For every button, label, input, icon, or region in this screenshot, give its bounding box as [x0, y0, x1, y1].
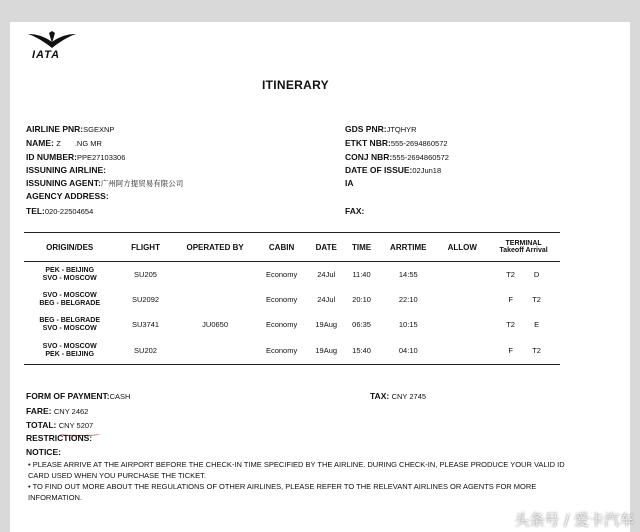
table-row: [24, 262, 560, 288]
itinerary-document: [10, 22, 630, 532]
col-terminal: TERMINAL Takeoff Arrival: [487, 233, 560, 262]
col-time: TIME: [344, 233, 379, 262]
id-number: ID NUMBER:PPE27103306: [26, 152, 126, 162]
time: 15:40: [344, 337, 379, 365]
allow: [437, 312, 487, 337]
arrtime: 10:15: [398, 320, 418, 329]
issuing-airline: ISSUNING AIRLINE:: [26, 165, 106, 175]
terminal: F T2: [508, 295, 541, 304]
passenger-name: NAME: Z .NG MR: [26, 138, 102, 148]
time: 06:35: [352, 320, 371, 329]
date-of-issue: DATE OF ISSUE:02Jun18: [345, 165, 442, 175]
etkt-number: ETKT NBR:555-2694860572: [345, 138, 448, 148]
col-cabin: CABIN: [255, 233, 309, 262]
notice-line: • TO FIND OUT MORE ABOUT THE REGULATIONS OF OTHER AIRLINES, PLEASE REFER TO THE RELEVANT AIRLINES OR AGENTS FOR MORE: [28, 482, 537, 491]
operated-by: [176, 262, 255, 288]
terminal: F T2: [487, 337, 560, 365]
date: 19Aug: [309, 337, 344, 365]
notice-line: INFORMATION.: [28, 493, 83, 502]
col-operated-by: OPERATED BY: [176, 233, 255, 262]
date: 24Jul: [317, 270, 336, 279]
notice-line: CARD USED WHEN YOU PURCHASE THE TICKET.: [28, 471, 206, 480]
allow: [437, 337, 487, 365]
total: TOTAL: CNY 5207: [26, 420, 94, 430]
col-origin: ORIGIN/DES: [24, 233, 115, 262]
form-of-payment: FORM OF PAYMENT:CASH: [26, 391, 131, 401]
date: 24Jul: [317, 295, 336, 304]
flight-number: SU205: [134, 270, 157, 279]
cabin: Economy: [265, 270, 298, 279]
gds-pnr: GDS PNR:JTQHYR: [345, 124, 417, 134]
operated-by: [176, 337, 255, 365]
time: 20:10: [352, 295, 371, 304]
flight-table: [24, 232, 560, 365]
notice-label: NOTICE:: [26, 447, 61, 457]
flight-number: SU2092: [131, 295, 160, 304]
date: 19Aug: [315, 320, 338, 329]
issuing-agent: ISSUNING AGENT:广州阿方提贸易有限公司: [26, 178, 184, 188]
restrictions: RESTRICTIONS:: [26, 433, 93, 443]
col-date: DATE: [309, 233, 344, 262]
airline-pnr: AIRLINE PNR:SGEXNP: [26, 124, 115, 134]
arrtime: 14:55: [398, 270, 418, 279]
terminal: T2 E: [506, 320, 540, 329]
cabin: Economy: [265, 320, 298, 329]
terminal: T2 D: [506, 270, 540, 279]
arrtime: 04:10: [379, 337, 437, 365]
iata-logo-text: IATA: [32, 49, 61, 61]
tax: TAX: CNY 2745: [370, 391, 427, 401]
watermark: 头条号 / 爱卡汽车: [514, 511, 634, 529]
arrtime: 22:10: [398, 295, 418, 304]
allow: [437, 262, 487, 288]
redaction: [61, 138, 75, 146]
origin-destination: PEK - BEIJING SVO - MOSCOW: [42, 266, 97, 282]
notice-text: [28, 459, 568, 503]
flight-number: SU202: [115, 337, 175, 365]
origin-destination: BEG - BELGRADE SVO - MOSCOW: [39, 316, 101, 332]
col-allow: ALLOW: [437, 233, 487, 262]
origin-destination: SVO - MOSCOW PEK - BEIJING: [24, 337, 115, 365]
col-arrtime: ARRTIME: [379, 233, 437, 262]
flight-number: SU3741: [131, 320, 160, 329]
time: 11:40: [352, 270, 371, 279]
allow: [437, 287, 487, 312]
col-flight: FLIGHT: [115, 233, 175, 262]
table-row: [24, 337, 560, 365]
cabin: Economy: [265, 295, 298, 304]
agency-address: AGENCY ADDRESS:: [26, 191, 109, 201]
telephone: TEL:020-22504654: [26, 206, 94, 216]
document-title: ITINERARY: [262, 78, 329, 92]
conj-number: CONJ NBR:555-2694860572: [345, 152, 449, 162]
operated-by: [176, 287, 255, 312]
fax-field: FAX:: [345, 206, 365, 216]
cabin: Economy: [255, 337, 309, 365]
table-row: [24, 287, 560, 312]
notice-line: • PLEASE ARRIVE AT THE AIRPORT BEFORE THE CHECK-IN TIME SPECIFIED BY THE AIRLINE. DURING CHECK-IN, PLEASE PRODUCE YOUR VALID ID: [28, 460, 565, 469]
ia-field: IA: [345, 178, 354, 188]
table-header: [24, 233, 560, 262]
table-row: [24, 312, 560, 337]
origin-destination: SVO - MOSCOW BEG - BELGRADE: [39, 291, 101, 307]
fare: FARE: CNY 2462: [26, 406, 89, 416]
operated-by: JU0650: [202, 320, 229, 329]
